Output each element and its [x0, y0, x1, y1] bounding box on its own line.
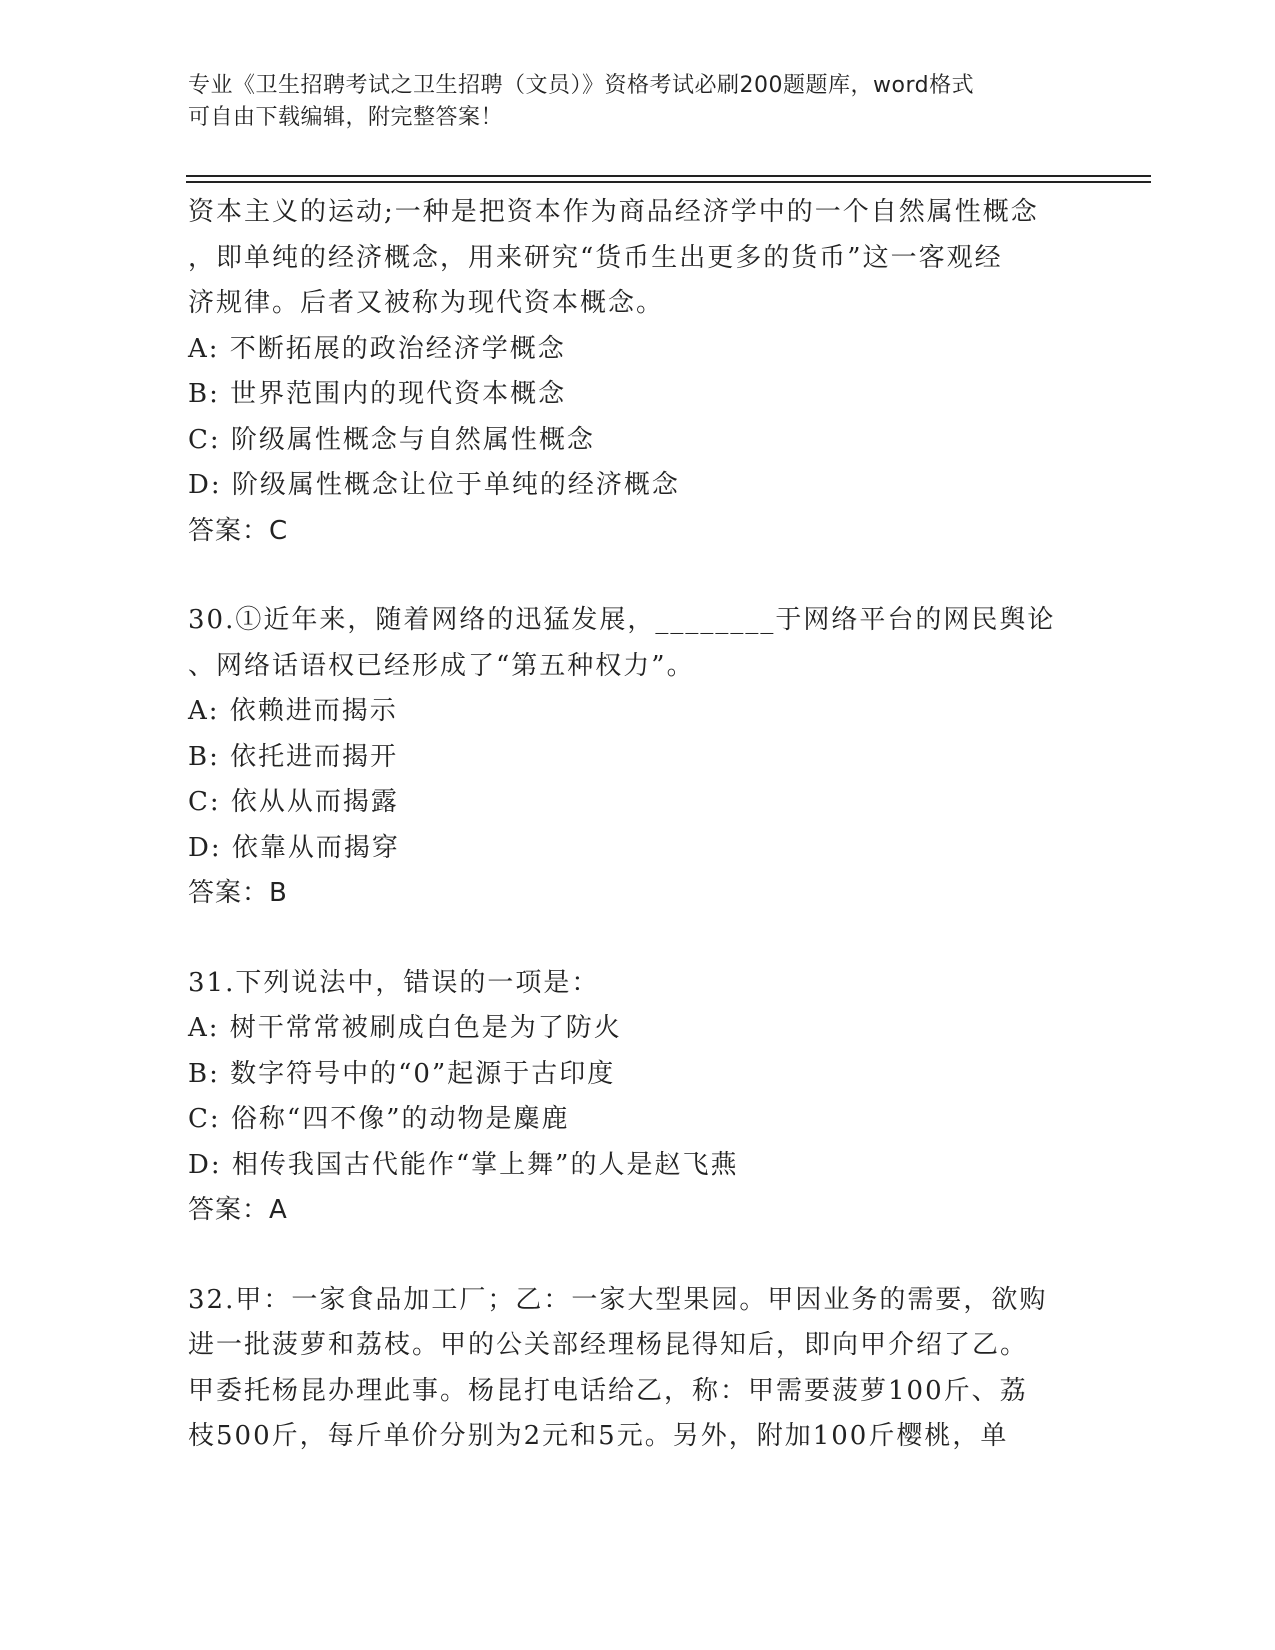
question-stem-line: 济规律。后者又被称为现代资本概念。	[188, 288, 665, 318]
option-c: C: 俗称“四不像”的动物是麋鹿	[188, 1104, 570, 1134]
question-stem-line: 30.①近年来，随着网络的迅猛发展，________于网络平台的网民舆论	[188, 605, 1056, 635]
option-b: B: 数字符号中的“0”起源于古印度	[188, 1058, 616, 1089]
option-c: C: 依从从而揭露	[188, 787, 399, 817]
option-b: B: 依托进而揭开	[188, 741, 399, 772]
option-a: A: 不断拓展的政治经济学概念	[188, 333, 566, 364]
question-list	[188, 190, 1088, 1504]
option-a: A: 依赖进而揭示	[188, 696, 398, 726]
answer-label: 答案：A	[188, 1195, 288, 1225]
option-d: D: 阶级属性概念让位于单纯的经济概念	[188, 470, 680, 500]
question-stem-line: 甲委托杨昆办理此事。杨昆打电话给乙，称：甲需要菠萝100斤、荔	[188, 1375, 1028, 1406]
question-stem-line: 进一批菠萝和荔枝。甲的公关部经理杨昆得知后，即向甲介绍了乙。	[188, 1330, 1029, 1360]
option-d: D: 相传我国古代能作“掌上舞”的人是赵飞燕	[188, 1149, 739, 1180]
header-title-line-1: 专业《卫生招聘考试之卫生招聘（文员）》资格考试必刷200题题库，word格式	[188, 73, 975, 98]
question-block	[188, 190, 1088, 554]
header-divider-top	[186, 175, 1151, 177]
question-stem-line: 32.甲：一家食品加工厂；乙：一家大型果园。甲因业务的需要，欲购	[188, 1284, 1048, 1315]
question-block	[188, 961, 1088, 1234]
header-title-line-2: 可自由下载编辑，附完整答案！	[188, 105, 504, 130]
question-stem-line: 枝500斤，每斤单价分别为2元和5元。另外，附加100斤樱桃，单	[188, 1421, 1009, 1451]
option-c: C: 阶级属性概念与自然属性概念	[188, 424, 595, 455]
question-stem-line: ，即单纯的经济概念，用来研究“货币生出更多的货币”这一客观经	[188, 242, 1003, 273]
option-a: A: 树干常常被刷成白色是为了防火	[188, 1013, 622, 1043]
option-d: D: 依靠从而揭穿	[188, 832, 400, 863]
option-b: B: 世界范围内的现代资本概念	[188, 379, 567, 409]
question-stem-line: 31.下列说法中，错误的一项是：	[188, 967, 600, 998]
document-header	[188, 70, 1088, 134]
answer-label: 答案：C	[188, 515, 289, 546]
question-block	[188, 1278, 1088, 1460]
header-divider-bottom	[186, 181, 1151, 183]
question-block	[188, 598, 1088, 917]
answer-label: 答案：B	[188, 878, 288, 908]
question-stem-line: 、网络话语权已经形成了“第五种权力”。	[188, 650, 695, 681]
question-stem-line: 资本主义的运动;一种是把资本作为商品经济学中的一个自然属性概念	[188, 197, 1039, 227]
